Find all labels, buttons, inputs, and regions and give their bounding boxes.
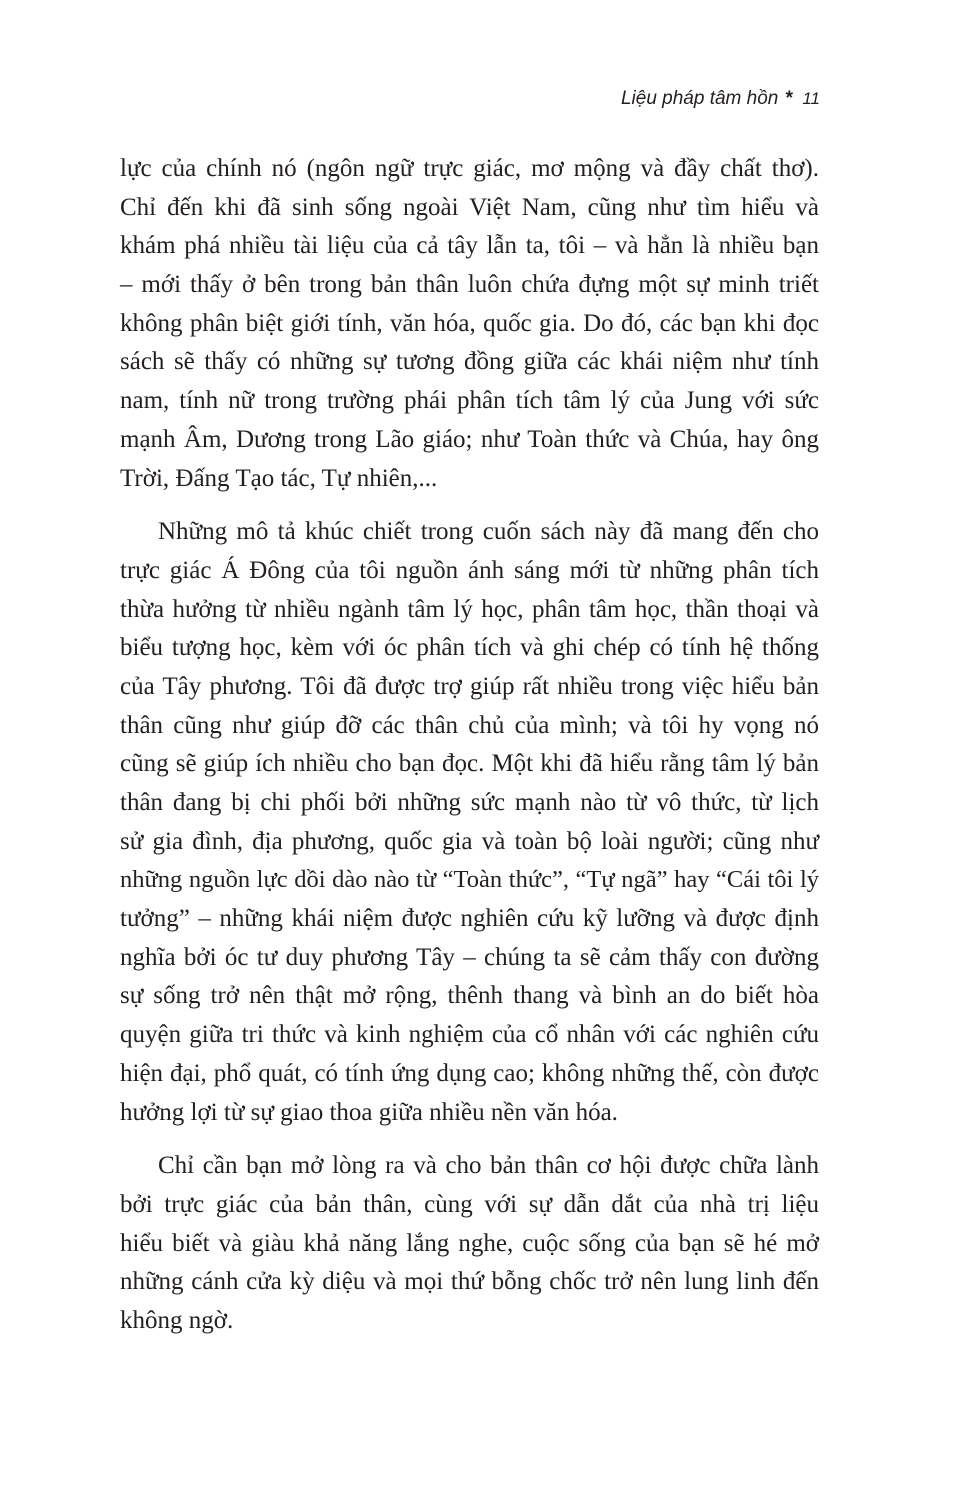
text-line: nam, tính nữ trong trường phái phân tích tâm lý của Jung với sức <box>120 387 819 415</box>
text-line: hưởng lợi từ sự giao thoa giữa nhiều nền văn hóa. <box>120 1098 618 1126</box>
text-line: những nguồn lực dồi dào nào từ “Toàn thức”, “Tự ngã” hay “Cái tôi lý <box>120 866 819 894</box>
text-line: không ngờ. <box>120 1306 234 1334</box>
text-line: biểu tượng học, kèm với óc phân tích và ghi chép có tính hệ thống <box>120 634 819 662</box>
paragraph-2 <box>120 513 819 1132</box>
text-line: lực của chính nó (ngôn ngữ trực giác, mơ mộng và đầy chất thơ). <box>120 155 819 182</box>
text-line: cũng sẽ giúp ích nhiều cho bạn đọc. Một khi đã hiểu rằng tâm lý bản <box>120 750 819 778</box>
text-line: bởi trực giác của bản thân, cùng với sự dẫn dắt của nhà trị liệu <box>120 1190 819 1218</box>
paragraph-3 <box>120 1147 819 1340</box>
text-line: hiện đại, phổ quát, có tính ứng dụng cao; không những thế, còn được <box>120 1059 819 1087</box>
text-line: khám phá nhiều tài liệu của cả tây lẫn ta, tôi – và hẳn là nhiều bạn <box>120 232 819 260</box>
text-line: sự sống trở nên thật mở rộng, thênh thang và bình an do biết hòa <box>120 982 819 1010</box>
text-line: Chỉ cần bạn mở lòng ra và cho bản thân cơ hội được chữa lành <box>158 1152 819 1180</box>
text-line: thân đang bị chi phối bởi những sức mạnh nào từ vô thức, từ lịch <box>120 789 819 816</box>
page-number: 11 <box>802 89 820 108</box>
paragraph-1 <box>120 150 819 498</box>
text-line: tưởng” – những khái niệm được nghiên cứu kỹ lưỡng và được định <box>120 905 819 933</box>
text-line: thân cũng như giúp đỡ các thân chủ của mình; và tôi hy vọng nó <box>120 711 819 739</box>
text-line: nghĩa bởi óc tư duy phương Tây – chúng ta sẽ cảm thấy con đường <box>120 943 819 971</box>
text-line: hiểu biết và giàu khả năng lắng nghe, cuộc sống của bạn sẽ hé mở <box>120 1229 819 1257</box>
text-line: thừa hưởng từ nhiều ngành tâm lý học, phân tâm học, thần thoại và <box>120 595 819 623</box>
text-line: Trời, Đấng Tạo tác, Tự nhiên,... <box>120 464 438 492</box>
text-line: những cánh cửa kỳ diệu và mọi thứ bỗng chốc trở nên lung linh đến <box>120 1268 819 1296</box>
text-line: – mới thấy ở bên trong bản thân luôn chứa đựng một sự minh triết <box>120 271 819 299</box>
text-line: trực giác Á Đông của tôi nguồn ánh sáng mới từ những phân tích <box>120 556 819 584</box>
text-line: không phân biệt giới tính, văn hóa, quốc gia. Do đó, các bạn khi đọc <box>120 309 819 337</box>
text-line: sách sẽ thấy có những sự tương đồng giữa các khái niệm như tính <box>120 348 819 376</box>
running-header <box>621 88 820 110</box>
header-separator: * <box>785 88 794 109</box>
text-line: sử gia đình, địa phương, quốc gia và toàn bộ loài người; cũng như <box>120 827 819 855</box>
text-line: mạnh Âm, Dương trong Lão giáo; như Toàn thức và Chúa, hay ông <box>120 425 819 453</box>
text-line: Những mô tả khúc chiết trong cuốn sách này đã mang đến cho <box>158 518 819 546</box>
body-text <box>120 150 819 1356</box>
text-line: Chỉ đến khi đã sinh sống ngoài Việt Nam, cũng như tìm hiểu và <box>120 193 819 221</box>
text-line: của Tây phương. Tôi đã được trợ giúp rất nhiều trong việc hiểu bản <box>120 672 819 700</box>
book-title: Liệu pháp tâm hồn <box>620 88 779 109</box>
text-line: quyện giữa tri thức và kinh nghiệm của cổ nhân với các nghiên cứu <box>120 1021 819 1049</box>
